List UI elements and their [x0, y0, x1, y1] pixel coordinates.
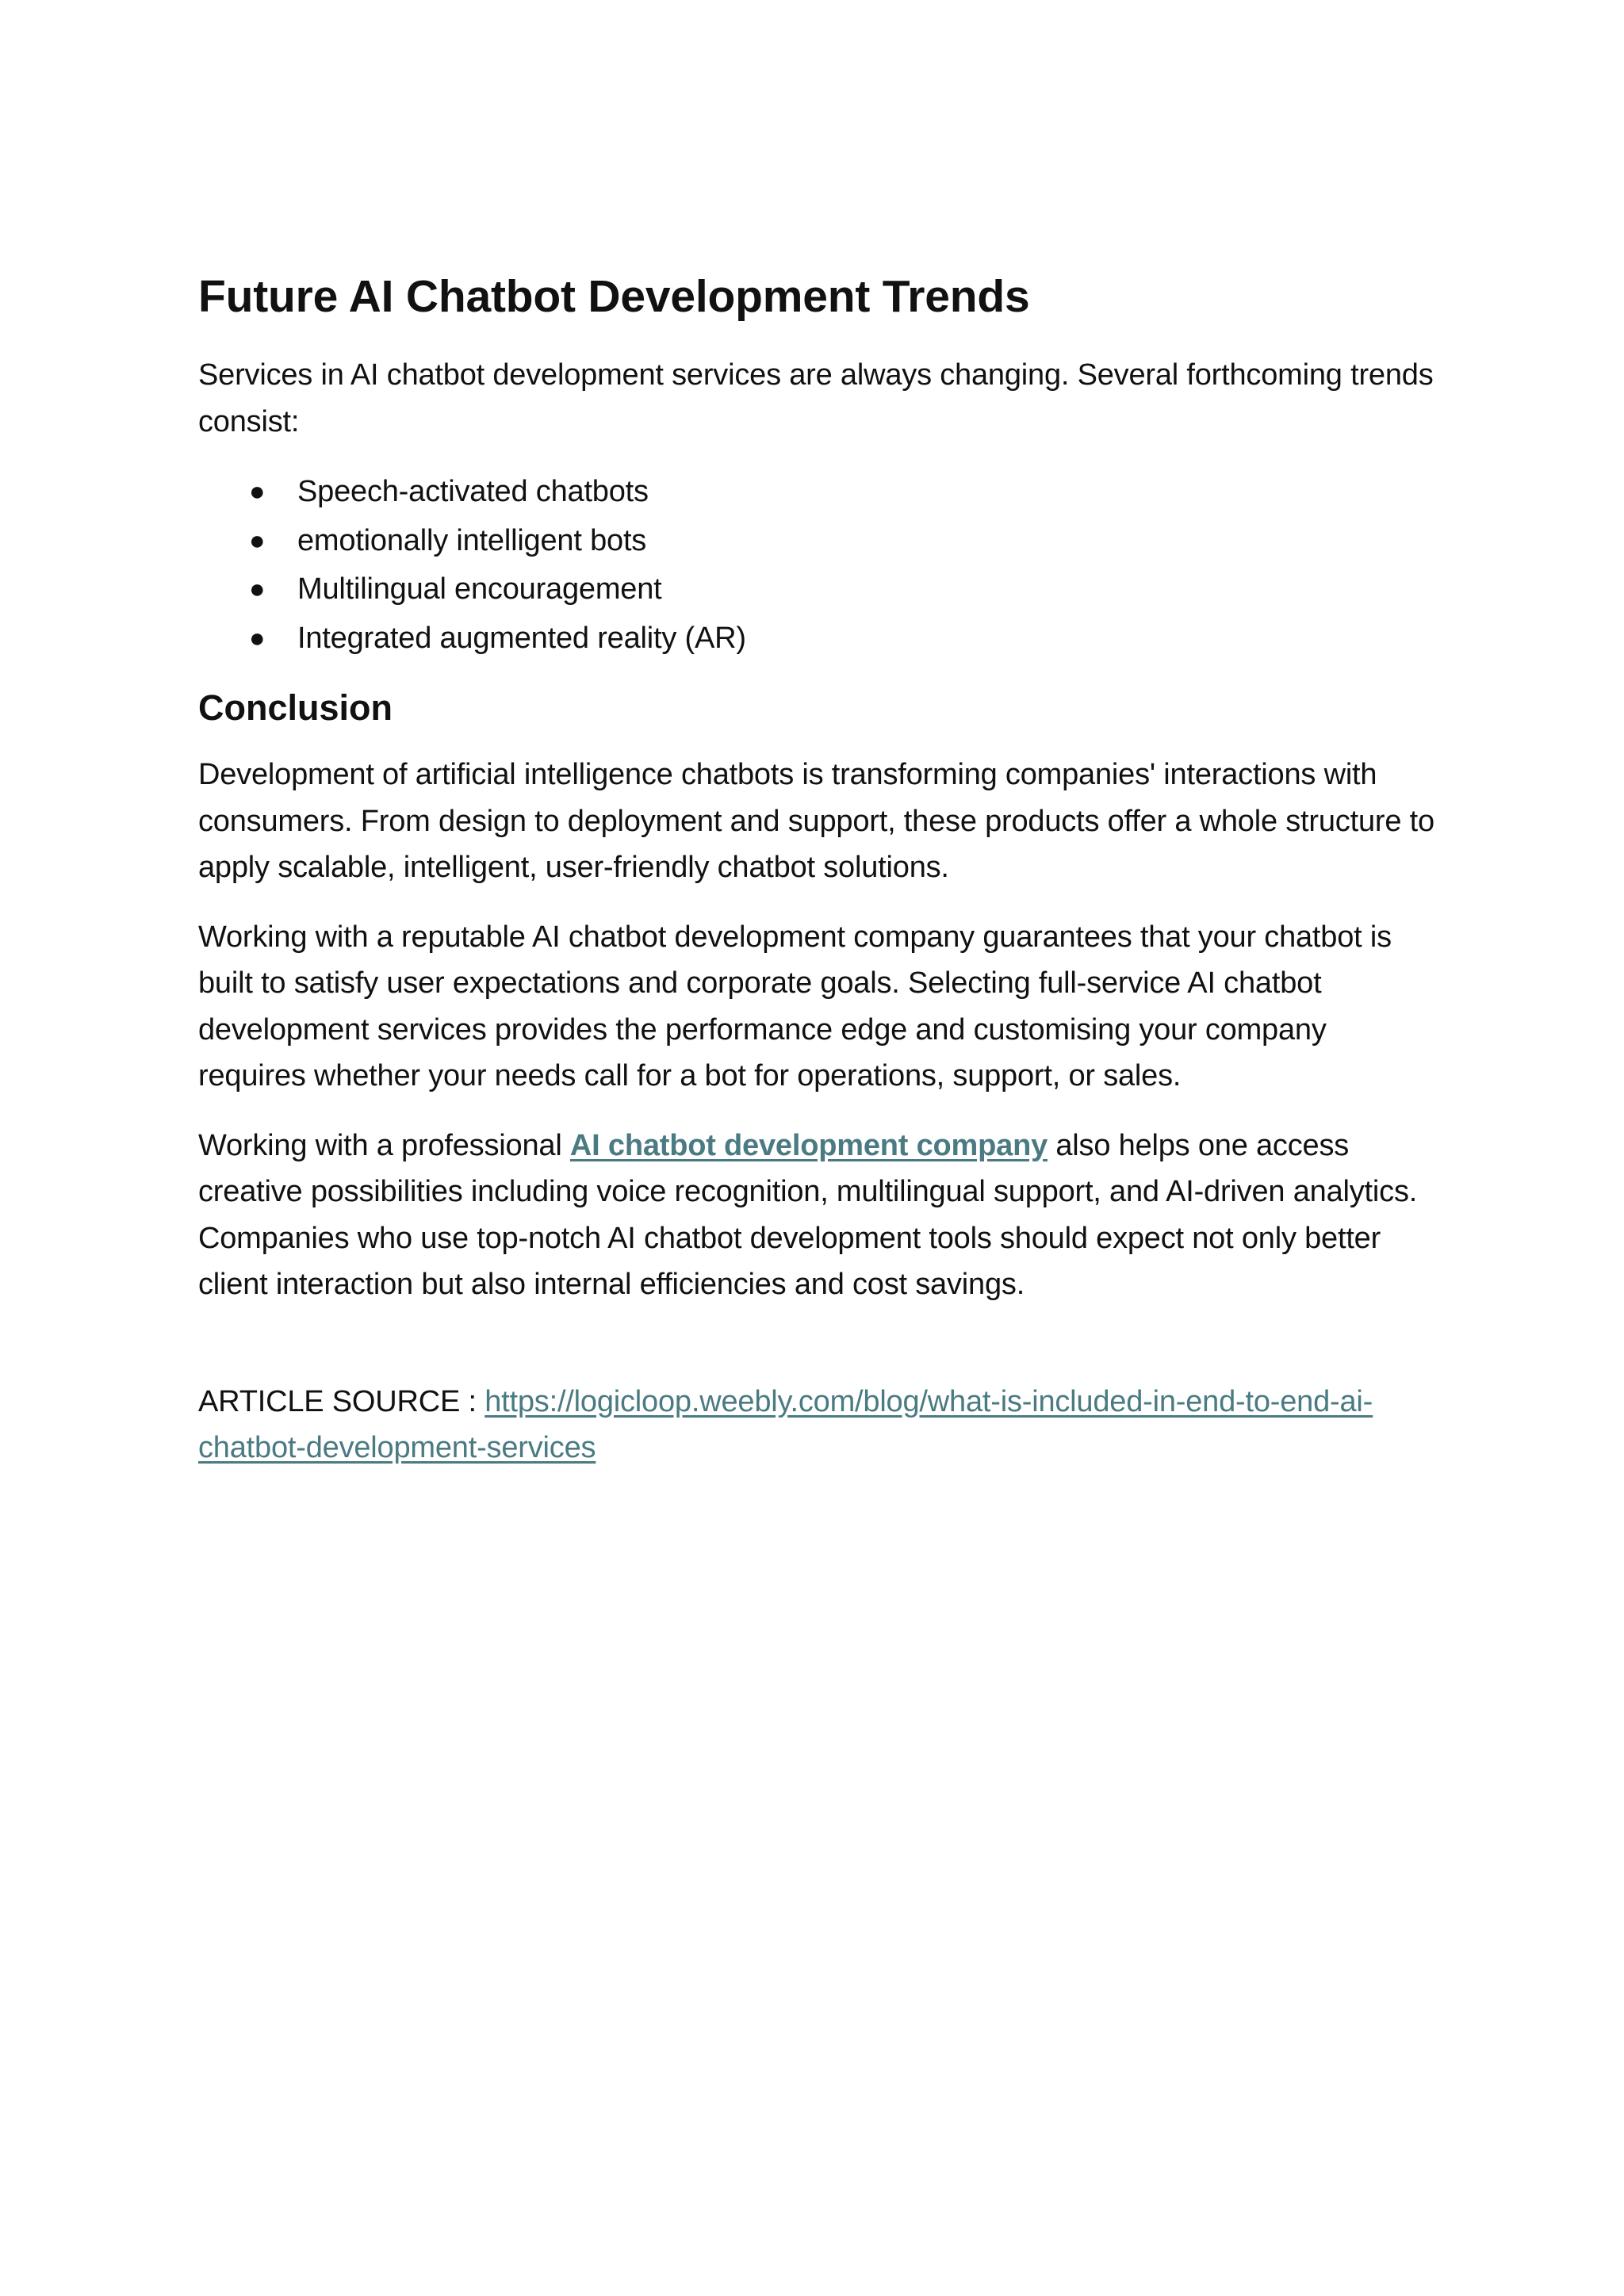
list-item: [198, 614, 1435, 664]
intro-paragraph: Services in AI chatbot development services are always changing. Several forthcoming trends consist:: [198, 358, 1434, 438]
company-link[interactable]: AI chatbot development company: [569, 1128, 1048, 1162]
list-item-text: Speech-activated chatbots: [297, 475, 649, 508]
conclusion-paragraph-2: Working with a reputable AI chatbot development company guarantees that your chatbot is built to satisfy user expectations and corporate goals. Selecting full-service AI chatbot development services provides the performance edge and customising your company requires whether your needs call for a bot for operations, support, or sales.: [198, 920, 1392, 1093]
paragraph-text-before-link: Working with a professional: [198, 1128, 570, 1162]
list-item-text: emotionally intelligent bots: [297, 523, 647, 557]
list-item-text: Multilingual encouragement: [297, 572, 662, 606]
bullet-icon: ●: [249, 574, 266, 604]
bullet-icon: ●: [249, 525, 266, 556]
paragraph-text-after-link: also helps one access creative possibilities including voice recognition, multilingual support, and AI-driven analytics. Companies who use top-notch AI chatbot development tools should expect not only better client interaction but also internal efficiencies and cost savings.: [198, 1128, 1418, 1301]
conclusion-paragraph-3: [198, 1123, 1435, 1308]
source-link[interactable]: https://logicloop.weebly.com/blog/what-is-included-in-end-to-end-ai-chatbot-development-services: [198, 1384, 1373, 1464]
document-page: [198, 262, 1435, 1494]
bullet-icon: ●: [249, 476, 266, 507]
article-source: [198, 1379, 1435, 1471]
page-title: Future AI Chatbot Development Trends: [198, 271, 1030, 322]
list-item: [198, 517, 1435, 566]
conclusion-heading: Conclusion: [198, 687, 393, 728]
trends-list: [198, 468, 1435, 663]
source-label: ARTICLE SOURCE :: [198, 1384, 485, 1418]
list-item-text: Integrated augmented reality (AR): [297, 621, 746, 655]
list-item: [198, 468, 1435, 517]
list-item: [198, 565, 1435, 614]
bullet-icon: ●: [249, 622, 266, 653]
conclusion-paragraph-1: Development of artificial intelligence chatbots is transforming companies' interactions with consumers. From design to deployment and support, these products offer a whole structure to apply scalable, intelligent, user-friendly chatbot solutions.: [198, 758, 1434, 884]
